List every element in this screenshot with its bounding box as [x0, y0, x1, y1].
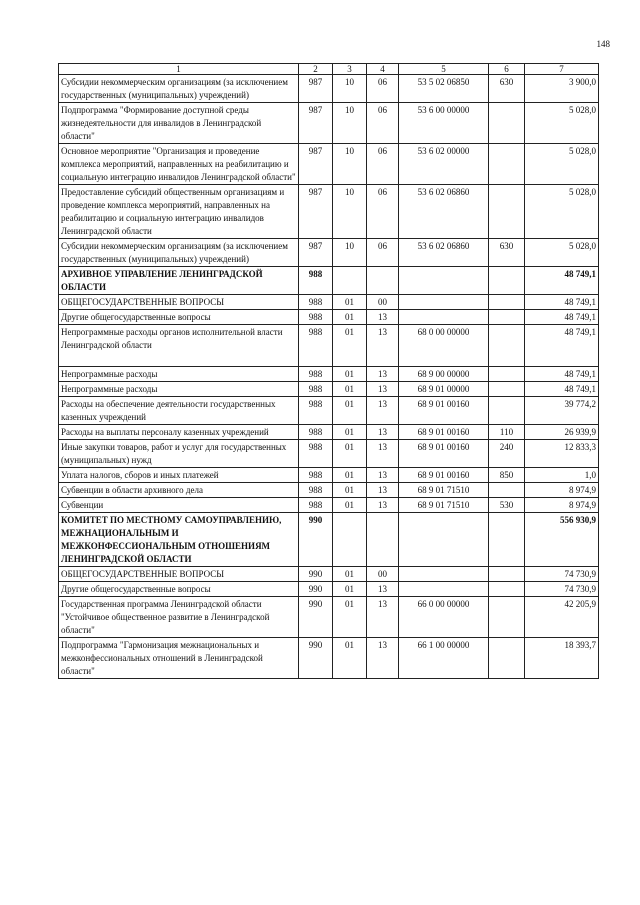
row-name: Уплата налогов, сборов и иных платежей	[59, 468, 299, 483]
row-subsection	[367, 267, 399, 295]
row-name: Непрограммные расходы органов исполнительной власти Ленинградской области	[59, 325, 299, 367]
row-target-article: 68 9 01 00000	[399, 382, 489, 397]
column-header: 6	[489, 64, 525, 75]
row-ministry-code: 987	[299, 103, 333, 144]
row-expense-type	[489, 597, 525, 638]
row-amount: 48 749,1	[525, 367, 599, 382]
row-section: 01	[333, 567, 367, 582]
table-row	[59, 638, 599, 679]
row-name: АРХИВНОЕ УПРАВЛЕНИЕ ЛЕНИНГРАДСКОЙ ОБЛАСТИ	[59, 267, 299, 295]
row-amount: 48 749,1	[525, 295, 599, 310]
row-amount: 3 900,0	[525, 75, 599, 103]
row-subsection: 13	[367, 582, 399, 597]
row-target-article: 53 5 02 06850	[399, 75, 489, 103]
row-subsection	[367, 513, 399, 567]
row-target-article: 53 6 00 00000	[399, 103, 489, 144]
table-row	[59, 513, 599, 567]
row-name: Подпрограмма "Гармонизация межнациональных и межконфессиональных отношений в Ленинградской области"	[59, 638, 299, 679]
row-name: Субсидии некоммерческим организациям (за исключением государственных (муниципальных) учреждений)	[59, 75, 299, 103]
row-expense-type	[489, 483, 525, 498]
row-name: Основное мероприятие "Организация и проведение комплекса мероприятий, направленных на реабилитацию и социальную интеграцию инвалидов Ленинградской области"	[59, 144, 299, 185]
row-section	[333, 267, 367, 295]
row-expense-type	[489, 310, 525, 325]
row-name: КОМИТЕТ ПО МЕСТНОМУ САМОУПРАВЛЕНИЮ, МЕЖНАЦИОНАЛЬНЫМ И МЕЖКОНФЕССИОНАЛЬНЫМ ОТНОШЕНИЯМ ЛЕНИНГРАДСКОЙ ОБЛАСТИ	[59, 513, 299, 567]
row-expense-type: 110	[489, 425, 525, 440]
row-ministry-code: 988	[299, 440, 333, 468]
page-number: 148	[596, 39, 610, 49]
table-row	[59, 75, 599, 103]
row-section: 01	[333, 325, 367, 367]
row-amount: 5 028,0	[525, 239, 599, 267]
table-row	[59, 103, 599, 144]
row-target-article: 68 0 00 00000	[399, 325, 489, 367]
row-name: Расходы на обеспечение деятельности государственных казенных учреждений	[59, 397, 299, 425]
row-target-article: 68 9 01 00160	[399, 440, 489, 468]
row-expense-type: 850	[489, 468, 525, 483]
row-ministry-code: 988	[299, 397, 333, 425]
row-expense-type: 630	[489, 239, 525, 267]
row-subsection: 13	[367, 498, 399, 513]
row-section	[333, 513, 367, 567]
table-row	[59, 567, 599, 582]
table-row	[59, 468, 599, 483]
row-name: Непрограммные расходы	[59, 382, 299, 397]
row-target-article: 53 6 02 06860	[399, 185, 489, 239]
row-section: 01	[333, 582, 367, 597]
row-name: Непрограммные расходы	[59, 367, 299, 382]
row-ministry-code: 988	[299, 425, 333, 440]
row-ministry-code: 990	[299, 597, 333, 638]
row-target-article: 53 6 02 00000	[399, 144, 489, 185]
table-row	[59, 597, 599, 638]
row-target-article: 53 6 02 06860	[399, 239, 489, 267]
row-name: ОБЩЕГОСУДАРСТВЕННЫЕ ВОПРОСЫ	[59, 295, 299, 310]
row-name: Другие общегосударственные вопросы	[59, 310, 299, 325]
row-section: 10	[333, 144, 367, 185]
row-ministry-code: 990	[299, 567, 333, 582]
row-subsection: 06	[367, 103, 399, 144]
row-amount: 8 974,9	[525, 483, 599, 498]
budget-table	[58, 63, 599, 679]
row-section: 10	[333, 75, 367, 103]
row-ministry-code: 990	[299, 582, 333, 597]
row-subsection: 13	[367, 468, 399, 483]
row-section: 01	[333, 367, 367, 382]
row-expense-type	[489, 582, 525, 597]
row-ministry-code: 987	[299, 185, 333, 239]
row-ministry-code: 988	[299, 367, 333, 382]
table-row	[59, 310, 599, 325]
row-subsection: 06	[367, 239, 399, 267]
row-section: 01	[333, 382, 367, 397]
row-expense-type	[489, 325, 525, 367]
row-section: 10	[333, 103, 367, 144]
row-subsection: 13	[367, 638, 399, 679]
row-amount: 74 730,9	[525, 582, 599, 597]
row-ministry-code: 988	[299, 483, 333, 498]
row-subsection: 13	[367, 397, 399, 425]
row-target-article: 66 1 00 00000	[399, 638, 489, 679]
row-name: Подпрограмма "Формирование доступной среды жизнедеятельности для инвалидов в Ленинградской области"	[59, 103, 299, 144]
row-name: ОБЩЕГОСУДАРСТВЕННЫЕ ВОПРОСЫ	[59, 567, 299, 582]
row-expense-type	[489, 144, 525, 185]
row-ministry-code: 988	[299, 267, 333, 295]
row-target-article: 66 0 00 00000	[399, 597, 489, 638]
row-target-article	[399, 513, 489, 567]
row-amount: 5 028,0	[525, 103, 599, 144]
row-subsection: 13	[367, 425, 399, 440]
row-amount: 39 774,2	[525, 397, 599, 425]
row-section: 01	[333, 483, 367, 498]
table-row	[59, 267, 599, 295]
row-expense-type	[489, 397, 525, 425]
row-amount: 48 749,1	[525, 310, 599, 325]
row-subsection: 00	[367, 567, 399, 582]
row-section: 01	[333, 498, 367, 513]
row-subsection: 06	[367, 144, 399, 185]
row-name: Иные закупки товаров, работ и услуг для государственных (муниципальных) нужд	[59, 440, 299, 468]
row-subsection: 13	[367, 597, 399, 638]
row-subsection: 13	[367, 325, 399, 367]
row-name: Субсидии некоммерческим организациям (за исключением государственных (муниципальных) учреждений)	[59, 239, 299, 267]
table-row	[59, 425, 599, 440]
table-row	[59, 582, 599, 597]
row-ministry-code: 990	[299, 638, 333, 679]
row-name: Субвенции	[59, 498, 299, 513]
row-amount: 8 974,9	[525, 498, 599, 513]
row-expense-type	[489, 295, 525, 310]
row-expense-type	[489, 185, 525, 239]
row-expense-type	[489, 103, 525, 144]
row-expense-type	[489, 267, 525, 295]
column-header: 7	[525, 64, 599, 75]
header-row	[59, 64, 599, 75]
row-expense-type	[489, 367, 525, 382]
row-amount: 556 930,9	[525, 513, 599, 567]
row-section: 01	[333, 638, 367, 679]
table-row	[59, 185, 599, 239]
row-ministry-code: 990	[299, 513, 333, 567]
table-row	[59, 382, 599, 397]
table-row	[59, 144, 599, 185]
column-header: 2	[299, 64, 333, 75]
row-section: 01	[333, 597, 367, 638]
row-target-article	[399, 295, 489, 310]
column-header: 5	[399, 64, 489, 75]
row-section: 01	[333, 295, 367, 310]
row-expense-type	[489, 382, 525, 397]
row-subsection: 13	[367, 483, 399, 498]
row-target-article: 68 9 01 71510	[399, 498, 489, 513]
row-expense-type: 630	[489, 75, 525, 103]
row-ministry-code: 988	[299, 325, 333, 367]
table-row	[59, 295, 599, 310]
row-target-article: 68 9 01 00160	[399, 468, 489, 483]
row-amount: 5 028,0	[525, 185, 599, 239]
row-expense-type: 240	[489, 440, 525, 468]
row-target-article: 68 9 00 00000	[399, 367, 489, 382]
row-section: 01	[333, 468, 367, 483]
row-subsection: 06	[367, 75, 399, 103]
row-name: Расходы на выплаты персоналу казенных учреждений	[59, 425, 299, 440]
row-target-article: 68 9 01 00160	[399, 397, 489, 425]
column-header: 3	[333, 64, 367, 75]
row-target-article	[399, 267, 489, 295]
row-amount: 48 749,1	[525, 325, 599, 367]
row-subsection: 13	[367, 440, 399, 468]
row-ministry-code: 987	[299, 75, 333, 103]
table-row	[59, 367, 599, 382]
row-amount: 5 028,0	[525, 144, 599, 185]
table-row	[59, 325, 599, 367]
row-ministry-code: 988	[299, 468, 333, 483]
table-row	[59, 397, 599, 425]
row-expense-type: 530	[489, 498, 525, 513]
row-name: Предоставление субсидий общественным организациям и проведение комплекса мероприятий, направленных на реабилитацию и социальную интеграцию инвалидов Ленинградской области	[59, 185, 299, 239]
row-subsection: 13	[367, 310, 399, 325]
row-ministry-code: 988	[299, 498, 333, 513]
row-ministry-code: 988	[299, 310, 333, 325]
row-amount: 42 205,9	[525, 597, 599, 638]
row-amount: 26 939,9	[525, 425, 599, 440]
table-row	[59, 440, 599, 468]
row-amount: 18 393,7	[525, 638, 599, 679]
row-subsection: 13	[367, 382, 399, 397]
row-amount: 12 833,3	[525, 440, 599, 468]
column-header: 4	[367, 64, 399, 75]
row-section: 10	[333, 185, 367, 239]
table-row	[59, 498, 599, 513]
row-section: 01	[333, 310, 367, 325]
row-amount: 48 749,1	[525, 382, 599, 397]
row-subsection: 00	[367, 295, 399, 310]
column-header: 1	[59, 64, 299, 75]
row-amount: 1,0	[525, 468, 599, 483]
row-subsection: 13	[367, 367, 399, 382]
row-name: Субвенции в области архивного дела	[59, 483, 299, 498]
row-expense-type	[489, 638, 525, 679]
row-ministry-code: 988	[299, 382, 333, 397]
row-target-article	[399, 567, 489, 582]
row-target-article	[399, 310, 489, 325]
row-section: 10	[333, 239, 367, 267]
row-target-article	[399, 582, 489, 597]
row-ministry-code: 987	[299, 144, 333, 185]
row-name: Государственная программа Ленинградской области "Устойчивое общественное развитие в Ленинградской области"	[59, 597, 299, 638]
row-subsection: 06	[367, 185, 399, 239]
row-name: Другие общегосударственные вопросы	[59, 582, 299, 597]
table-row	[59, 239, 599, 267]
row-section: 01	[333, 440, 367, 468]
row-ministry-code: 988	[299, 295, 333, 310]
row-expense-type	[489, 513, 525, 567]
row-target-article: 68 9 01 71510	[399, 483, 489, 498]
row-section: 01	[333, 425, 367, 440]
table-row	[59, 483, 599, 498]
row-ministry-code: 987	[299, 239, 333, 267]
row-expense-type	[489, 567, 525, 582]
row-amount: 48 749,1	[525, 267, 599, 295]
row-section: 01	[333, 397, 367, 425]
row-target-article: 68 9 01 00160	[399, 425, 489, 440]
row-amount: 74 730,9	[525, 567, 599, 582]
